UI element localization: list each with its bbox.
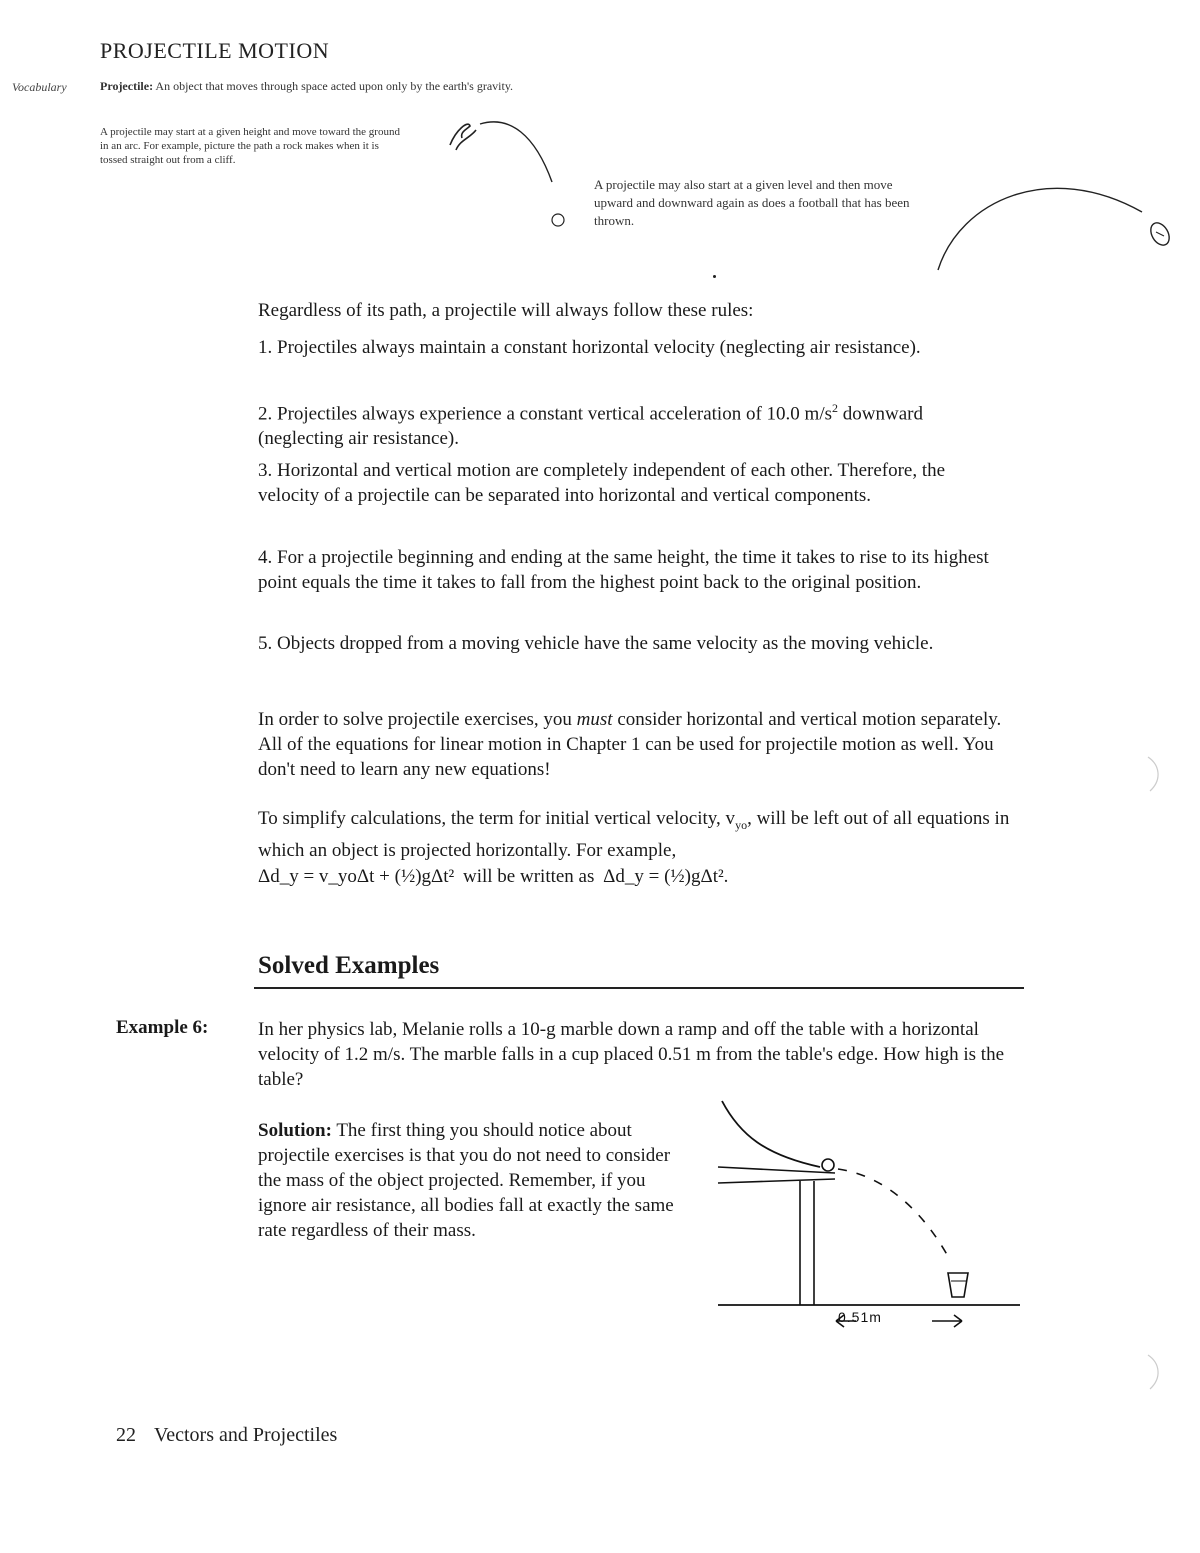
marble-table-diagram xyxy=(710,1095,1030,1325)
rule-item: 5. Objects dropped from a moving vehicle have the same velocity as the moving vehicle. xyxy=(258,633,934,654)
solve-emphasis: must xyxy=(576,709,613,730)
equation-full: Δd_y = v_yoΔt + (½)gΔt² xyxy=(258,866,455,887)
table-bottom-line xyxy=(718,1179,835,1183)
solved-examples-heading: Solved Examples xyxy=(258,952,440,979)
vocab-term: Projectile: xyxy=(100,79,154,93)
rule-2-exponent: 2 xyxy=(832,401,838,415)
vocab-definition-text: An object that moves through space acted upon only by the earth's gravity. xyxy=(155,79,514,93)
distance-label: 0.51m xyxy=(838,1309,882,1325)
stray-dot xyxy=(713,275,716,278)
equation-line xyxy=(258,864,1018,889)
football-arc-sketch xyxy=(930,170,1180,280)
football-path-line xyxy=(938,188,1142,270)
rule-item: 1. Projectiles always maintain a constant horizontal velocity (neglecting air resistance). xyxy=(258,337,921,358)
simplify-paragraph xyxy=(258,806,1028,863)
equation-connector: will be written as xyxy=(463,866,595,887)
example-text: In her physics lab, Melanie rolls a 10-g marble down a ramp and off the table with a horizontal velocity of 1.2 m/s. The marble falls in a cup placed 0.51 m from the table's edge. How high is the table? xyxy=(258,1019,1005,1090)
vyo-subscript: yo xyxy=(735,817,748,832)
rock-arc-sketch xyxy=(440,110,580,230)
arrow-right-icon xyxy=(932,1315,962,1327)
note-cliff: A projectile may start at a given height and move toward the ground in an arc. For example, picture the path a rock makes when it is tossed straight out from a cliff. xyxy=(100,126,400,166)
cup-icon xyxy=(948,1273,968,1297)
solution-paragraph xyxy=(258,1118,688,1243)
rule-item: 4. For a projectile beginning and ending at the same height, the time it takes to rise to its highest point equals the time it takes to fall from the highest point back to the original position. xyxy=(258,547,989,593)
hand-icon xyxy=(450,124,476,150)
rules-intro: Regardless of its path, a projectile will always follow these rules: xyxy=(258,300,754,321)
solve-text-a: In order to solve projectile exercises, you xyxy=(258,709,577,730)
solve-text-b: consider horizontal and vertical motion separately. All of the equations for linear motion in Chapter 1 can be used for projectile motion as well. You don't need to learn any new equations! xyxy=(258,709,1002,780)
rule-2-text: 2. Projectiles always experience a constant vertical acceleration of 10.0 m/s xyxy=(258,403,832,425)
solution-label: Solution: xyxy=(258,1120,332,1141)
ramp-line xyxy=(722,1101,820,1167)
chapter-title: Vectors and Projectiles xyxy=(154,1424,338,1446)
rock-path-line xyxy=(480,122,552,182)
rock-icon xyxy=(552,214,564,226)
solution-text: The first thing you should notice about projectile exercises is that you do not need to consider the mass of the object projected. Remember, if you ignore air resistance, all bodies fall at exactly the same rate regardless of their mass. xyxy=(258,1120,674,1241)
example-label: Example 6: xyxy=(116,1017,209,1038)
marble-icon xyxy=(822,1159,834,1171)
solve-paragraph xyxy=(258,707,1018,782)
trajectory-dashed xyxy=(838,1169,950,1260)
page-edge-marks xyxy=(1140,755,1170,1395)
note-football: A projectile may also start at a given level and then move upward and downward again as does a football that has been thrown. xyxy=(594,177,910,228)
section-title: PROJECTILE MOTION xyxy=(100,38,330,63)
rule-2-tail: downward (neglecting air resistance). xyxy=(258,403,923,450)
heading-divider xyxy=(254,987,1024,989)
equation-short: Δd_y = (½)gΔt². xyxy=(603,866,729,887)
vocabulary-label: Vocabulary xyxy=(12,80,67,94)
vocabulary-definition xyxy=(100,78,570,94)
table-top-line xyxy=(718,1167,835,1173)
simplify-text-a: To simplify calculations, the term for initial vertical velocity, v xyxy=(258,808,736,829)
page-footer xyxy=(116,1424,337,1447)
page-number: 22 xyxy=(116,1424,136,1446)
rule-item xyxy=(258,396,1008,451)
rule-item: 3. Horizontal and vertical motion are completely independent of each other. Therefore, the velocity of a projectile can be separated into horizontal and vertical components. xyxy=(258,460,946,506)
simplify-text-b: , will be left out of all equations in which an object is projected horizontally. For example, xyxy=(258,808,1010,861)
